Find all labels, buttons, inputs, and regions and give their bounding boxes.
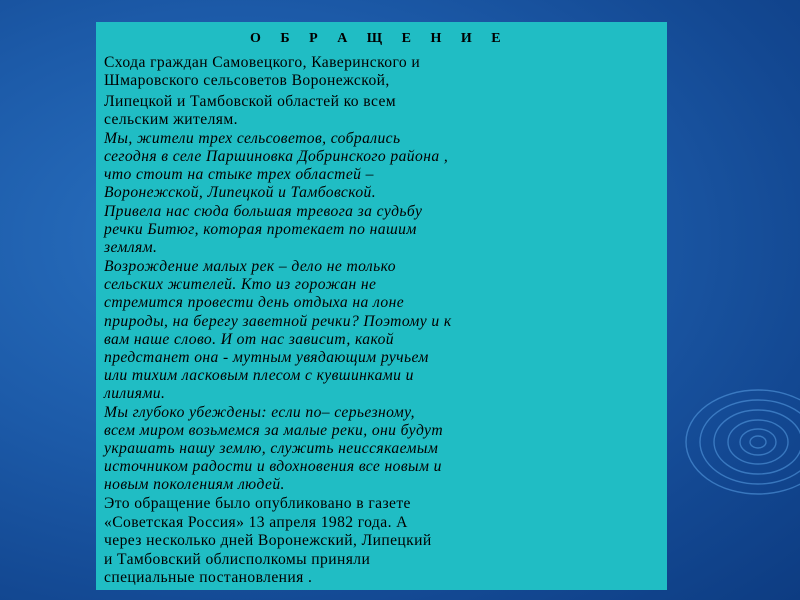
text-line: украшать нашу землю, служить неиссякаемым (104, 440, 439, 457)
text-line: природы, на берегу заветной речки? Поэтому и к (104, 313, 452, 330)
text-line: через несколько дней Воронежский, Липецкий (104, 532, 432, 549)
text-line: новым поколениям людей. (104, 476, 285, 493)
text-line: специальные постановления . (104, 569, 313, 586)
text-line: Мы, жители трех сельсоветов, собрались (104, 130, 401, 147)
text-line: или тихим ласковым плесом с кувшинками и (104, 367, 414, 384)
text-line: Мы глубоко убеждены: если по– серьезному, (104, 404, 415, 421)
text-line: лилиями. (104, 385, 166, 402)
text-line: что стоит на стыке трех областей – (104, 166, 374, 183)
text-line: сельских жителей. Кто из горожан не (104, 276, 377, 293)
text-line: вам наше слово. И от нас зависит, какой (104, 331, 394, 348)
text-line: источником радости и вдохновения все новым и (104, 458, 442, 475)
text-line: Это обращение было опубликовано в газете (104, 495, 411, 512)
text-line: Липецкой и Тамбовской областей ко всем (104, 93, 397, 110)
text-line: Воронежской, Липецкой и Тамбовской. (104, 184, 377, 201)
text-line: землям. (104, 239, 158, 256)
text-line: и Тамбовский облисполкомы приняли (104, 551, 371, 568)
text-line: Возрождение малых рек – дело не только (104, 258, 396, 275)
text-line: Схода граждан Самовецкого, Каверинского и (104, 54, 421, 71)
water-ripples-decoration (680, 380, 800, 510)
text-line: «Советская Россия» 13 апреля 1982 года. А (104, 514, 408, 531)
page-title: О Б Р А Щ Е Н И Е (250, 31, 509, 46)
text-line: сельским жителям. (104, 111, 238, 128)
text-line: стремится провести день отдыха на лоне (104, 294, 405, 311)
text-line: сегодня в селе Паршиновка Добринского района , (104, 148, 449, 165)
text-line: Привела нас сюда большая тревога за судьбу (104, 203, 423, 220)
text-line: Шмаровского сельсоветов Воронежской, (104, 72, 390, 89)
text-line: всем миром возьмемся за малые реки, они будут (104, 422, 444, 439)
text-line: речки Битюг, которая протекает по нашим (104, 221, 417, 238)
text-line: предстанет она - мутным увядающим ручьем (104, 349, 429, 366)
